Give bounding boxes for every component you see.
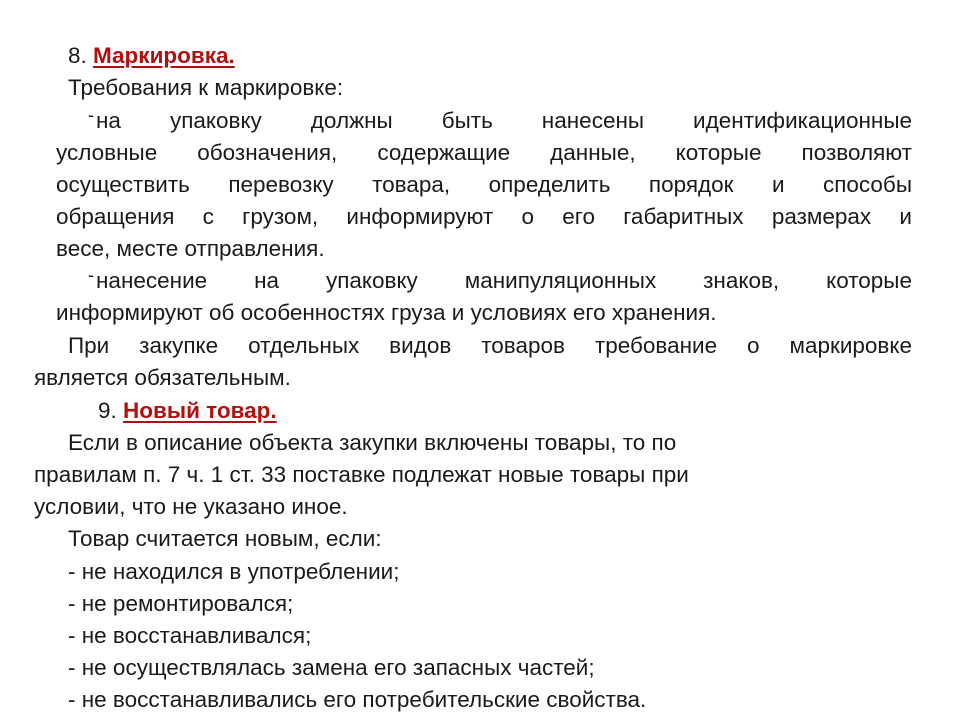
note-line-2: является обязательным. bbox=[34, 365, 291, 390]
item-1-line-4: обращения с грузом, информируют о его габаритных размерах и bbox=[56, 204, 912, 229]
condition-item: - не ремонтировался; bbox=[68, 591, 294, 616]
section-8-heading bbox=[68, 40, 235, 72]
item-1-line-5: весе, месте отправления. bbox=[56, 236, 325, 261]
item-2-line-1: -нанесение на упаковку манипуляционных знаков, которые bbox=[88, 265, 912, 298]
item-2-marker: - bbox=[88, 265, 94, 285]
section-8-intro: Требования к маркировке: bbox=[68, 75, 344, 100]
condition-item: - не восстанавливался; bbox=[68, 623, 312, 648]
section-9-title: Новый товар. bbox=[123, 398, 277, 423]
section-9-number: 9. bbox=[98, 398, 117, 423]
section-9-para-line-1: Если в описание объекта закупки включены товары, то по bbox=[68, 430, 677, 455]
condition-intro: Товар считается новым, если: bbox=[68, 526, 382, 551]
condition-item: - не находился в употреблении; bbox=[68, 559, 400, 584]
item-1-marker: - bbox=[88, 105, 94, 125]
condition-item: - не осуществлялась замена его запасных частей; bbox=[68, 655, 595, 680]
condition-item: - не восстанавливались его потребительские свойства. bbox=[68, 687, 647, 712]
section-8-number: 8. bbox=[68, 43, 87, 68]
section-9-heading bbox=[98, 395, 277, 427]
section-9-para-line-2: правилам п. 7 ч. 1 ст. 33 поставке подлежат новые товары при bbox=[34, 462, 689, 487]
section-9-para-line-3: условии, что не указано иное. bbox=[34, 494, 348, 519]
item-1-line-2: условные обозначения, содержащие данные, которые позволяют bbox=[56, 140, 912, 165]
item-1-line-1: -на упаковку должны быть нанесены идентификационные bbox=[88, 105, 912, 138]
note-line-1: При закупке отдельных видов товаров требование о маркировке bbox=[68, 333, 912, 358]
item-2-line-2: информируют об особенностях груза и условиях его хранения. bbox=[56, 300, 717, 325]
section-8-title: Маркировка. bbox=[93, 43, 235, 68]
item-1-line-3: осуществить перевозку товара, определить порядок и способы bbox=[56, 172, 912, 197]
